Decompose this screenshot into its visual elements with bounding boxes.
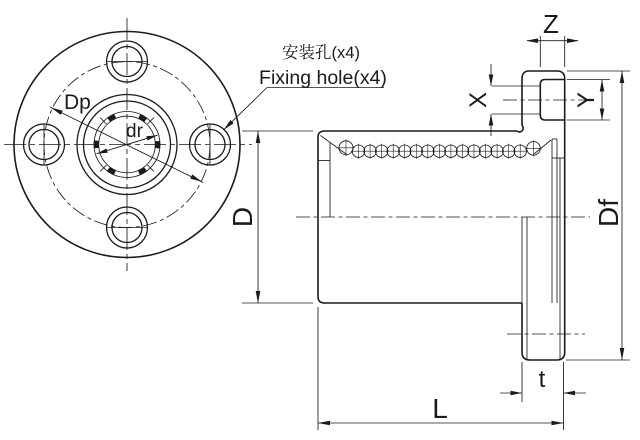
dimension-X <box>465 64 493 136</box>
t-label: t <box>538 366 546 393</box>
flange-outline <box>492 71 565 360</box>
fixing-hole-right <box>190 124 231 166</box>
dr-arrow-left <box>97 149 108 154</box>
dr-arrow-right <box>146 135 157 140</box>
x-label: X <box>465 91 492 109</box>
dimension-Y <box>567 80 610 121</box>
d-label: D <box>227 206 258 228</box>
z-label: Z <box>543 9 559 39</box>
fixing-hole-bottom <box>106 207 148 248</box>
ball-row <box>338 139 542 158</box>
y-label: Y <box>573 91 600 109</box>
df-label: Df <box>593 199 624 227</box>
body-outline <box>318 126 564 360</box>
fixing-hole-callout <box>224 43 387 130</box>
balls-middle <box>351 144 528 159</box>
front-view <box>4 18 387 271</box>
dp-arrow-lower <box>190 174 202 181</box>
dp-label: Dp <box>64 91 91 114</box>
dp-arrow-upper <box>51 108 63 115</box>
dimension-Z <box>526 9 579 67</box>
callout-text-cn: 安装孔(x4) <box>282 44 360 62</box>
dr-label: dr <box>126 121 143 142</box>
dimension-Df <box>566 71 630 360</box>
dimension-t <box>500 362 586 430</box>
l-label: L <box>432 393 448 424</box>
callout-text-en: Fixing hole(x4) <box>259 67 387 89</box>
